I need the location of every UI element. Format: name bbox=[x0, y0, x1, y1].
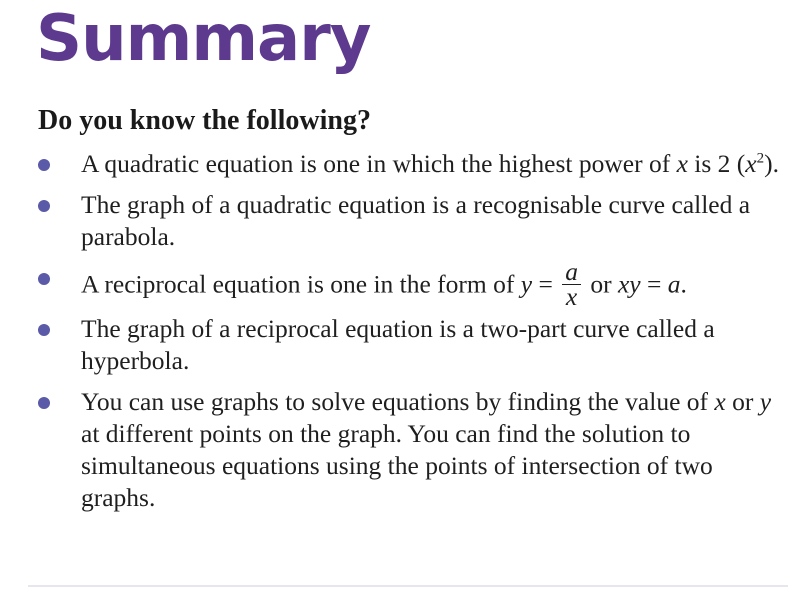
item-text: is 2 ( bbox=[687, 149, 746, 178]
math-variable: y bbox=[759, 387, 772, 416]
fraction-denominator: x bbox=[565, 282, 578, 311]
list-item-hyperbola bbox=[0, 313, 800, 377]
math-variable: y bbox=[520, 269, 533, 299]
bullet-icon bbox=[38, 324, 50, 336]
item-text: . bbox=[680, 269, 687, 299]
item-text: The graph of a reciprocal equation is a two-part curve called a hyperbola. bbox=[81, 314, 715, 375]
math-variable: x bbox=[676, 149, 688, 178]
bullet-icon bbox=[38, 397, 50, 409]
math-variable: x bbox=[745, 149, 757, 178]
item-text: ). bbox=[764, 149, 779, 178]
summary-list bbox=[0, 148, 800, 523]
item-text: A reciprocal equation is one in the form of bbox=[81, 269, 521, 299]
math-variable: a bbox=[667, 269, 681, 299]
list-item-reciprocal bbox=[0, 257, 800, 311]
section-subtitle: Do you know the following? bbox=[38, 105, 371, 136]
bullet-icon bbox=[38, 159, 50, 171]
list-item-graphs bbox=[0, 386, 800, 514]
bullet-icon bbox=[38, 200, 50, 212]
item-text: A quadratic equation is one in which the highest power of bbox=[81, 149, 677, 178]
math-equals: = bbox=[532, 269, 560, 299]
item-text: or bbox=[725, 387, 760, 416]
item-text: at different points on the graph. You can find the solution to simultaneous equations using the points of intersection of two graphs. bbox=[81, 419, 713, 512]
list-item-quadratic bbox=[0, 148, 800, 180]
item-text: The graph of a quadratic equation is a recognisable curve called a parabola. bbox=[81, 190, 751, 251]
fraction-numerator: a bbox=[562, 260, 581, 285]
page-title: Summary bbox=[36, 2, 371, 76]
bottom-divider bbox=[28, 585, 788, 587]
math-fraction bbox=[562, 257, 581, 311]
item-text: or bbox=[583, 269, 618, 299]
math-equals: = bbox=[640, 269, 668, 299]
math-variable: x bbox=[714, 387, 726, 416]
math-exponent: 2 bbox=[756, 150, 765, 167]
item-text: You can use graphs to solve equations by finding the value of bbox=[81, 387, 715, 416]
list-item-parabola bbox=[0, 189, 800, 253]
math-variable: xy bbox=[617, 269, 641, 299]
bullet-icon bbox=[38, 273, 50, 285]
